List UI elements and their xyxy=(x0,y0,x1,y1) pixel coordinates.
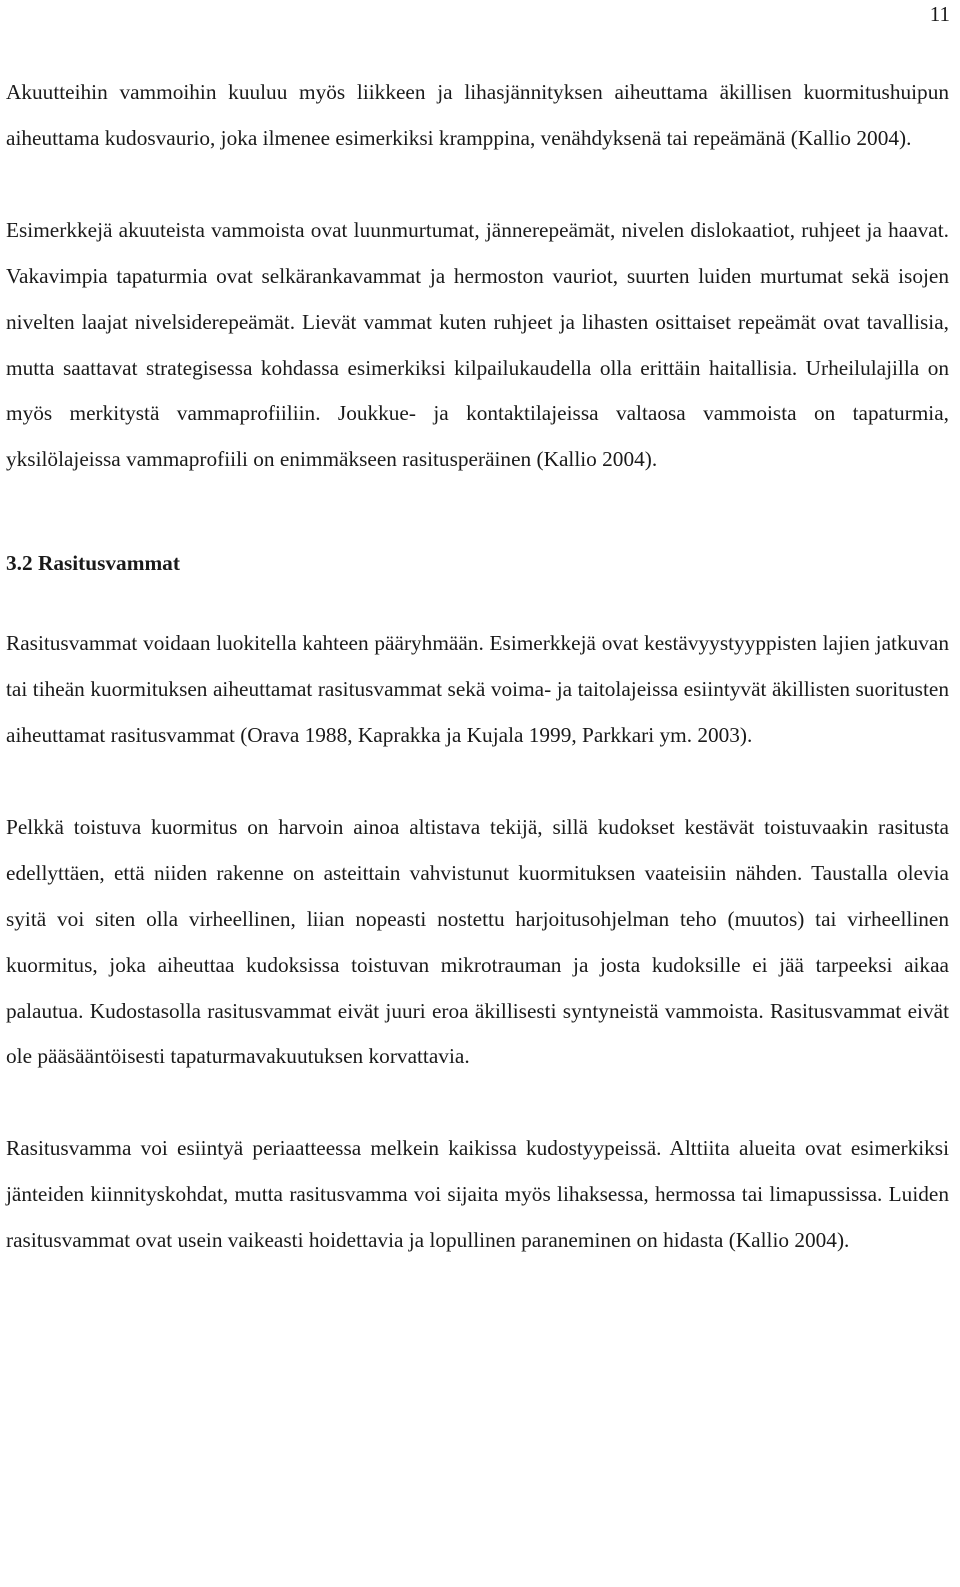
paragraph-spacer xyxy=(6,1080,949,1126)
paragraph-overuse-classification: Rasitusvammat voidaan luokitella kahteen pääryhmään. Esimerkkejä ovat kestävyystyyppisten lajien jatkuvan tai tiheän kuormituksen aiheuttamat rasitusvammat sekä voima- ja taitolajeissa esiintyvät äkillisten suoritusten aiheuttamat rasitusvammat (Orava 1988, Kaprakka ja Kujala 1999, Parkkari ym. 2003). xyxy=(6,631,949,747)
section-spacer xyxy=(6,483,949,541)
heading-spacer xyxy=(6,587,949,621)
document-body xyxy=(6,70,949,1264)
paragraph-spacer xyxy=(6,162,949,208)
page-number: 11 xyxy=(929,2,950,26)
paragraph-acute-injuries: Akuutteihin vammoihin kuuluu myös liikkeen ja lihasjännityksen aiheuttama äkillisen kuormitushuipun aiheuttama kudosvaurio, joka ilmenee esimerkiksi kramppina, venähdyksenä tai repeämänä (Kallio 2004). xyxy=(6,80,949,150)
paragraph-spacer xyxy=(6,759,949,805)
section-heading: 3.2 Rasitusvammat xyxy=(6,551,180,576)
paragraph-overuse-causes: Pelkkä toistuva kuormitus on harvoin ainoa altistava tekijä, sillä kudokset kestävät toistuvaakin rasitusta edellyttäen, että niiden rakenne on asteittain vahvistunut kuormituksen vaateisiin nähden. Taustalla olevia syitä voi siten olla virheellinen, liian nopeasti nostettu harjoitusohjelman teho (muutos) tai virheellinen kuormitus, joka aiheuttaa kudoksissa toistuvan mikrotrauman ja josta kudoksille ei jää tarpeeksi aikaa palautua. Kudostasolla rasitusvammat eivät juuri eroa äkillisesti syntyneistä vammoista. Rasitusvammat eivät ole pääsääntöisesti tapaturmavakuutuksen korvattavia. xyxy=(6,814,949,1069)
paragraph-acute-examples: Esimerkkejä akuuteista vammoista ovat luunmurtumat, jännerepeämät, nivelen dislokaatiot, ruhjeet ja haavat. Vakavimpia tapaturmia ovat selkärankavammat ja hermoston vauriot, suurten luiden murtumat sekä isojen nivelten laajat nivelsiderepeämät. Lievät vammat kuten ruhjeet ja lihasten osittaiset repeämät ovat tavallisia, mutta saattavat strategisessa kohdassa esimerkiksi kilpailukaudella olla erittäin haitallisia. Urheilulajilla on myös merkitystä vammaprofiiliin. Joukkue- ja kontaktilajeissa valtaosa vammoista on tapaturmia, yksilölajeissa vammaprofiili on enimmäkseen rasitusperäinen (Kallio 2004). xyxy=(6,217,949,472)
paragraph-overuse-locations: Rasitusvamma voi esiintyä periaatteessa melkein kaikissa kudostyypeissä. Alttiita alueita ovat esimerkiksi jänteiden kiinnityskohdat, mutta rasitusvamma voi sijaita myös lihaksessa, hermossa tai limapussissa. Luiden rasitusvammat ovat usein vaikeasti hoidettavia ja lopullinen paraneminen on hidasta (Kallio 2004). xyxy=(6,1136,949,1253)
